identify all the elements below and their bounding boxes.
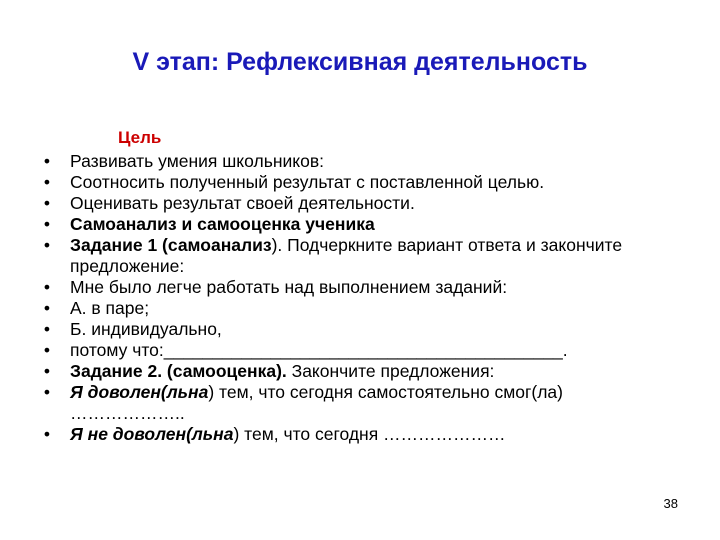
- list-item-text: Соотносить полученный результат с поставленной целью.: [70, 172, 545, 192]
- satisfied-label: Я доволен(льна: [70, 382, 209, 402]
- goal-heading: Цель: [118, 128, 162, 147]
- bullet-icon: •: [43, 424, 51, 444]
- option-a-text: А. в паре;: [70, 298, 150, 318]
- list-item: [40, 340, 670, 361]
- list-item: [40, 151, 670, 172]
- list-item: [40, 361, 670, 382]
- page-number: 38: [663, 496, 678, 511]
- bullet-icon: •: [43, 319, 51, 339]
- list-item: [40, 235, 670, 277]
- bullet-icon: •: [43, 382, 51, 402]
- list-item-text: Оценивать результат своей деятельности.: [70, 193, 415, 213]
- task-1-label: Задание 1 (самоанализ: [70, 235, 272, 255]
- task-1-text: ). Подчеркните вариант ответа и закончите предложение:: [70, 235, 623, 276]
- bullet-icon: •: [43, 214, 51, 234]
- bullet-icon: •: [43, 340, 51, 360]
- list-item: [40, 277, 670, 298]
- bullet-icon: •: [43, 151, 51, 171]
- list-item: [40, 298, 670, 319]
- list-item: [40, 382, 670, 424]
- bullet-list: [40, 151, 670, 445]
- list-item-bold-text: Самоанализ и самооценка ученика: [70, 214, 375, 234]
- task-2-text: Закончите предложения:: [286, 361, 495, 381]
- list-item: [40, 424, 670, 445]
- list-item: [40, 172, 670, 193]
- not-satisfied-text: ) тем, что сегодня …………………: [233, 424, 506, 444]
- list-item: [40, 193, 670, 214]
- bullet-icon: •: [43, 193, 51, 213]
- satisfied-text: ) тем, что сегодня самостоятельно смог(ла) ………………..: [70, 382, 563, 423]
- option-b-text: Б. индивидуально,: [70, 319, 222, 339]
- bullet-icon: •: [43, 361, 51, 381]
- bullet-icon: •: [43, 277, 51, 297]
- bullet-icon: •: [43, 172, 51, 192]
- not-satisfied-label: Я не доволен(льна: [70, 424, 234, 444]
- task-2-label: Задание 2. (самооценка).: [70, 361, 287, 381]
- list-item-text: Развивать умения школьников:: [70, 151, 325, 171]
- list-item: [40, 214, 670, 235]
- list-item-text: Мне было легче работать над выполнением заданий:: [70, 277, 508, 297]
- slide-title: V этап: Рефлексивная деятельность: [132, 48, 588, 76]
- bullet-icon: •: [43, 298, 51, 318]
- bullet-icon: •: [43, 235, 51, 255]
- list-item: [40, 319, 670, 340]
- because-text: потому что:_________________________________________.: [70, 340, 568, 360]
